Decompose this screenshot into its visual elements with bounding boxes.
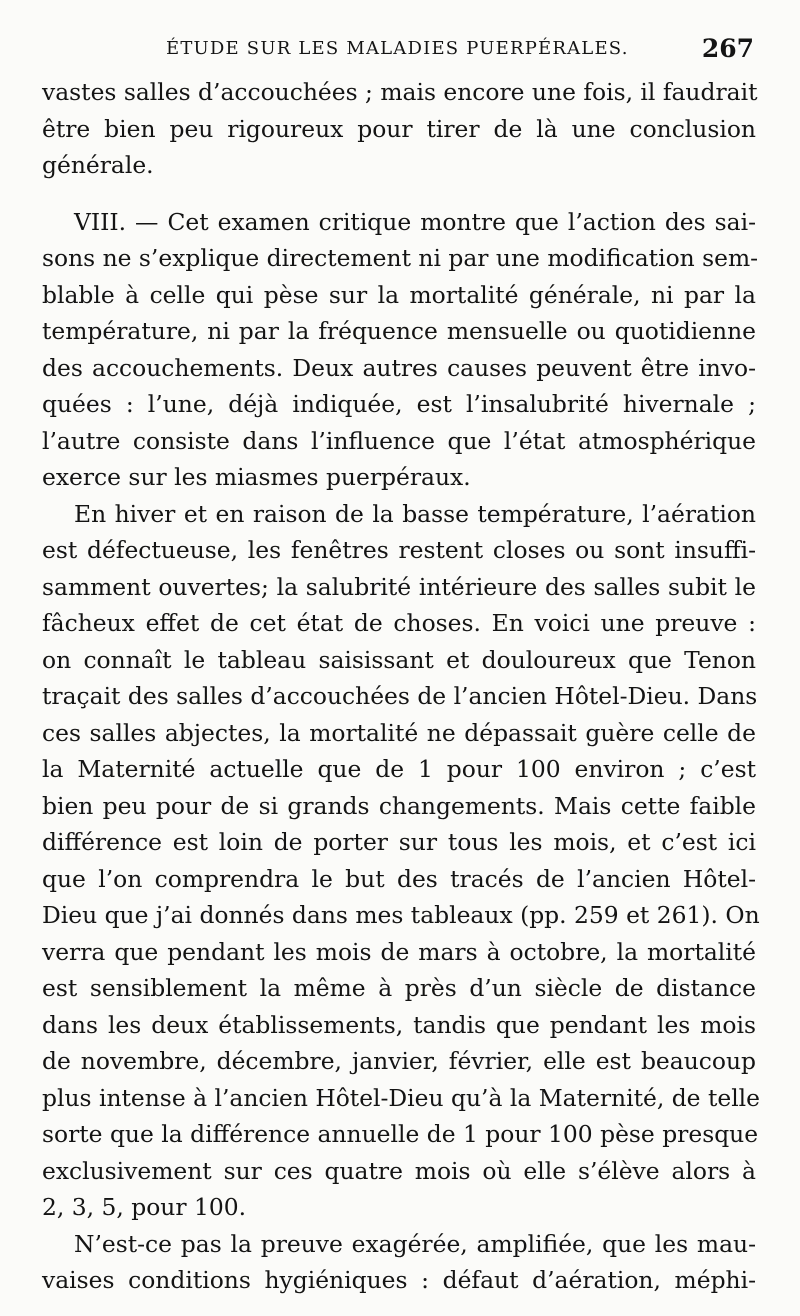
text-line: ces salles abjectes, la mortalité ne dépassait guère celle de: [42, 718, 756, 747]
text-line: est sensiblement la même à près d’un siècle de distance: [42, 974, 756, 1002]
text-line: vaises conditions hygiéniques : défaut d’aération, méphi-: [42, 1266, 756, 1294]
text-line: 2, 3, 5, pour 100.: [42, 1193, 247, 1221]
text-line: sons ne s’explique directement ni par une modification sem-: [42, 244, 759, 272]
paragraph: [42, 74, 756, 184]
text-line: générale.: [42, 151, 154, 179]
text-line: sorte que la différence annuelle de 1 pour 100 pèse presque: [42, 1120, 759, 1148]
text-line: Dieu que j’ai donnés dans mes tableaux (pp. 259 et 261). On: [42, 901, 760, 929]
text-line: on connaît le tableau saisissant et douloureux que Tenon: [42, 645, 756, 674]
text-line: vastes salles d’accouchées ; mais encore une fois, il faudrait: [42, 78, 758, 106]
paragraph: [42, 204, 759, 496]
text-line: blable à celle qui pèse sur la mortalité générale, ni par la: [42, 280, 756, 309]
text-line: être bien peu rigoureux pour tirer de là une conclusion: [42, 114, 756, 143]
text-line: quées : l’une, déjà indiquée, est l’insalubrité hivernale ;: [42, 390, 756, 418]
text-line: traçait des salles d’accouchées de l’ancien Hôtel-Dieu. Dans: [42, 682, 758, 710]
text-line: est défectueuse, les fenêtres restent closes ou sont insuffi-: [42, 536, 756, 564]
paragraph: [42, 1226, 756, 1299]
page-number: 267: [701, 34, 754, 63]
text-line: verra que pendant les mois de mars à octobre, la mortalité: [42, 937, 756, 966]
text-line: que l’on comprendra le but des tracés de l’ancien Hôtel-: [42, 864, 756, 893]
text-line: dans les deux établissements, tandis que pendant les mois: [42, 1010, 756, 1039]
text-line: température, ni par la fréquence mensuelle ou quotidienne: [42, 317, 756, 345]
text-line: de novembre, décembre, janvier, février, elle est beaucoup: [42, 1047, 756, 1075]
text-line: N’est-ce pas la preuve exagérée, amplifiée, que les mau-: [74, 1229, 756, 1258]
text-line: la Maternité actuelle que de 1 pour 100 environ ; c’est: [42, 755, 756, 783]
text-line: différence est loin de porter sur tous les mois, et c’est ici: [42, 828, 756, 856]
paragraph-gap: [42, 184, 756, 204]
text-line: samment ouvertes; la salubrité intérieure des salles subit le: [42, 572, 756, 601]
text-line: plus intense à l’ancien Hôtel-Dieu qu’à la Maternité, de telle: [42, 1083, 760, 1112]
text-line: exclusivement sur ces quatre mois où elle s’élève alors à: [42, 1156, 756, 1185]
text-line: des accouchements. Deux autres causes peuvent être invo-: [42, 353, 756, 382]
text-line: exerce sur les miasmes puerpéraux.: [42, 463, 471, 491]
paragraph: [42, 496, 760, 1226]
running-head: [42, 34, 754, 66]
text-line: bien peu pour de si grands changements. Mais cette faible: [42, 791, 756, 820]
running-title: ÉTUDE SUR LES MALADIES PUERPÉRALES.: [166, 38, 629, 59]
text-line: fâcheux effet de cet état de choses. En voici une preuve :: [42, 609, 756, 637]
text-line: VIII. — Cet examen critique montre que l’action des sai-: [74, 207, 756, 236]
text-line: En hiver et en raison de la basse température, l’aération: [74, 499, 756, 528]
text-line: l’autre consiste dans l’influence que l’état atmosphérique: [42, 426, 756, 455]
body-text: [42, 74, 760, 1299]
